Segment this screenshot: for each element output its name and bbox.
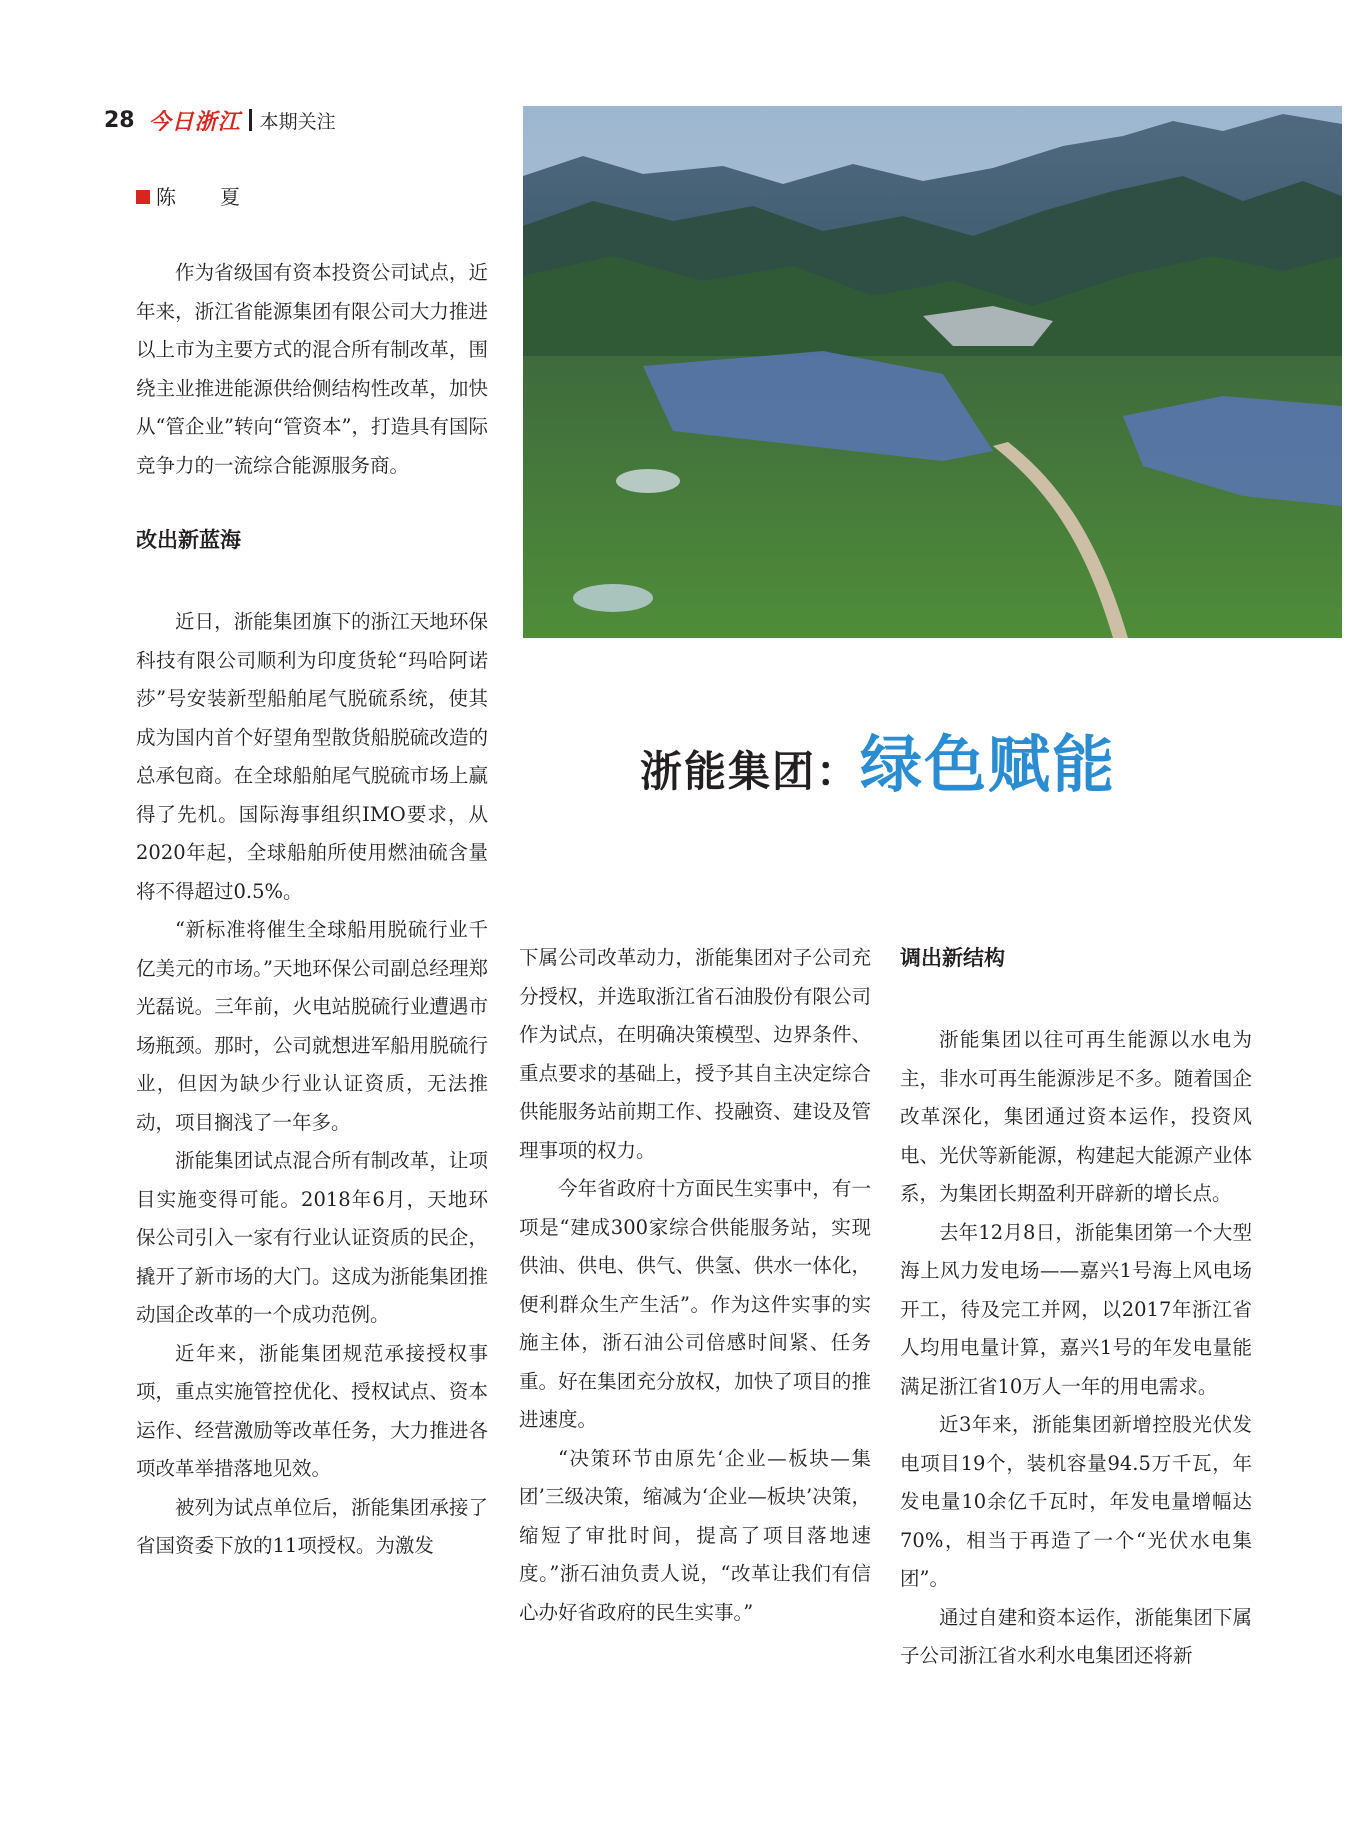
paragraph: 被列为试点单位后，浙能集团承接了省国资委下放的11项授权。为激发 [136,1495,488,1557]
landscape-photo [523,106,1342,638]
column-3 [900,939,1252,1676]
page-header [104,104,336,136]
section-label: 本期关注 [259,110,336,133]
paragraph: 近年来，浙能集团规范承接授权事项，重点实施管控优化、授权试点、资本运作、经营激励等改革任务，大力推进各项改革举措落地见效。 [136,1341,488,1480]
article-title [640,715,1116,805]
title-part-2: 绿色赋能 [860,728,1117,801]
paragraph: 今年省政府十方面民生实事中，有一项是“建成300家综合供能服务站，实现供油、供电、供气、供氢、供水一体化，便利群众生产生活”。作为这件实事的实施主体，浙石油公司倍感时间紧、任务重。好在集团充分放权，加快了项目的推进速度。 [519,1177,871,1431]
paragraph: 通过自建和资本运作，浙能集团下属子公司浙江省水利水电集团还将新 [900,1605,1252,1667]
header-divider [249,109,252,131]
paragraph: 近3年来，浙能集团新增控股光伏发电项目19个，装机容量94.5万千瓦，年发电量10余亿千瓦时，年发电量增幅达70%，相当于再造了一个“光伏水电集团”。 [900,1413,1252,1590]
paragraph: 去年12月8日，浙能集团第一个大型海上风力发电场——嘉兴1号海上风电场开工，待及完工并网，以2017年浙江省人均用电量计算，嘉兴1号的年发电量能满足浙江省10万人一年的用电需求。 [900,1220,1252,1398]
subhead-1: 改出新蓝海 [136,528,241,552]
column-2 [519,939,871,1632]
paragraph-continued: 下属公司改革动力，浙能集团对子公司充分授权，并选取浙江省石油股份有限公司作为试点，在明确决策模型、边界条件、重点要求的基础上，授予其自主决定综合供能服务站前期工作、投融资、建设及管理事项的权力。 [519,946,871,1162]
byline-square-icon [136,190,150,204]
paragraph: “新标准将催生全球船用脱硫行业千亿美元的市场。”天地环保公司副总经理郑光磊说。三年前，火电站脱硫行业遭遇市场瓶颈。那时，公司就想进军船用脱硫行业，但因为缺少行业认证资质，无法推动，项目搁浅了一年多。 [136,918,488,1134]
intro-paragraph: 作为省级国有资本投资公司试点，近年来，浙江省能源集团有限公司大力推进以上市为主要方式的混合所有制改革，围绕主业推进能源供给侧结构性改革，加快从“管企业”转向“管资本”，打造具有国际竞争力的一流综合能源服务商。 [136,261,488,477]
page-number: 28 [104,107,135,133]
subhead-2: 调出新结构 [900,946,1005,970]
title-part-1: 浙能集团： [640,747,861,796]
paragraph: 近日，浙能集团旗下的浙江天地环保科技有限公司顺利为印度货轮“玛哈阿诺莎”号安装新型船舶尾气脱硫系统，使其成为国内首个好望角型散货船脱硫改造的总承包商。在全球船舶尾气脱硫市场上赢得了先机。国际海事组织IMO要求，从2020年起，全球船舶所使用燃油硫含量将不得超过0.5%。 [136,610,488,903]
column-1 [136,178,488,1566]
author-name: 陈 夏 [156,184,252,209]
author-byline [136,178,488,216]
paragraph: “决策环节由原先‘企业—板块—集团’三级决策，缩减为‘企业—板块’决策，缩短了审批时间，提高了项目落地速度。”浙石油负责人说，“改革让我们有信心办好省政府的民生实事。” [519,1446,871,1624]
paragraph: 浙能集团试点混合所有制改革，让项目实施变得可能。2018年6月，天地环保公司引入一家有行业认证资质的民企，撬开了新市场的大门。这成为浙能集团推动国企改革的一个成功范例。 [136,1149,488,1326]
magazine-logo: 今日浙江 [148,108,241,135]
paragraph: 浙能集团以往可再生能源以水电为主，非水可再生能源涉足不多。随着国企改革深化，集团通过资本运作，投资风电、光伏等新能源，构建起大能源产业体系，为集团长期盈利开辟新的增长点。 [900,1028,1252,1205]
